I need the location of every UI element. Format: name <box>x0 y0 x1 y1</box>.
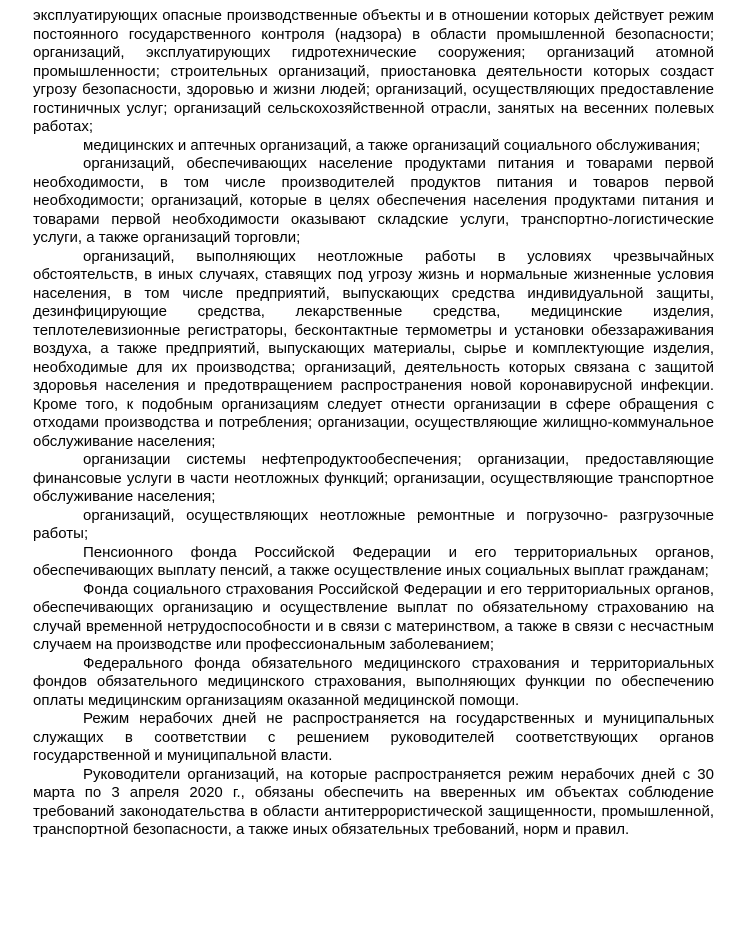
paragraph-medical-organizations: медицинских и аптечных организаций, а также организаций социального обслуживания; <box>83 136 701 154</box>
paragraph-managers-obligations: Руководители организаций, на которые распространяется режим нерабочих дней с 30 марта по 3 апреля 2020 г., обязаны обеспечить на вверенных им объектах соблюдение требований законодательства в области антитеррористической защищенности, промышленной, транспортной безопасности, а также иных обязательных требований, норм и правил. <box>33 765 714 838</box>
paragraph-repair-loading: организаций, осуществляющих неотложные ремонтные и погрузочно- разгрузочные работы; <box>33 506 714 542</box>
paragraph-social-insurance-fund: Фонда социального страхования Российской Федерации и его территориальных органов, обеспечивающих организацию и осуществление выплат по обязательному страхованию на случай временной нетрудоспособности и в связи с материнством, а также в связи с несчастным случаем на производстве или профессиональным заболеванием; <box>33 580 714 653</box>
paragraph-hazardous-facilities: эксплуатирующих опасные производственные объекты и в отношении которых действует режим постоянного государственного контроля (надзора) в области промышленной безопасности; организаций, эксплуатирующих гидротехнические сооружения; организаций атомной промышленности; строительных организаций, приостановка деятельности которых создаст угрозу безопасности, здоровью и жизни людей; организаций, осуществляющих предоставление гостиничных услуг; организаций сельскохозяйственной отрасли, занятых на весенних полевых работах; <box>33 7 714 135</box>
paragraph-civil-servants: Режим нерабочих дней не распространяется на государственных и муниципальных служащих в соответствии с решением руководителей соответствующих органов государственной и муниципальной власти. <box>33 710 714 764</box>
document-page <box>33 7 714 840</box>
paragraph-pension-fund: Пенсионного фонда Российской Федерации и его территориальных органов, обеспечивающих выплату пенсий, а также осуществление иных социальных выплат гражданам; <box>33 543 714 579</box>
paragraph-medical-insurance-fund: Федерального фонда обязательного медицинского страхования и территориальных фондов обязательного медицинского страхования, выполняющих функции по обеспечению оплаты медицинским организациям оказанной медицинской помощи. <box>33 654 714 709</box>
paragraph-food-supply: организаций, обеспечивающих население продуктами питания и товарами первой необходимости, в том числе производителей продуктов питания и товаров первой необходимости; организаций, которые в целях обеспечения населения продуктами питания и товарами первой необходимости оказывают складские услуги, транспортно-логистические услуги, а также организаций торговли; <box>33 155 714 246</box>
paragraph-emergency-works: организаций, выполняющих неотложные работы в условиях чрезвычайных обстоятельств, в иных случаях, ставящих под угрозу жизнь и нормальные жизненные условия населения, в том числе предприятий, выпускающих средства индивидуальной защиты, дезинфицирующие средства, лекарственные средства, медицинские изделия, теплотелевизионные регистраторы, бесконтактные термометры и установки обеззараживания воздуха, а также предприятий, выпускающих материалы, сырье и комплектующие изделия, необходимые для их производства; организаций, деятельность которых связана с защитой здоровья населения и предотвращением распространения новой коронавирусной инфекции. Кроме того, к подобным организациям следует отнести организации в сфере обращения с отходами производства и потребления; организации, осуществляющие жилищно-коммунальное обслуживание населения; <box>33 247 714 450</box>
paragraph-petroleum-finance-transport: организации системы нефтепродуктообеспечения; организации, предоставляющие финансовые услуги в части неотложных функций; организации, осуществляющие транспортное обслуживание населения; <box>33 451 714 505</box>
